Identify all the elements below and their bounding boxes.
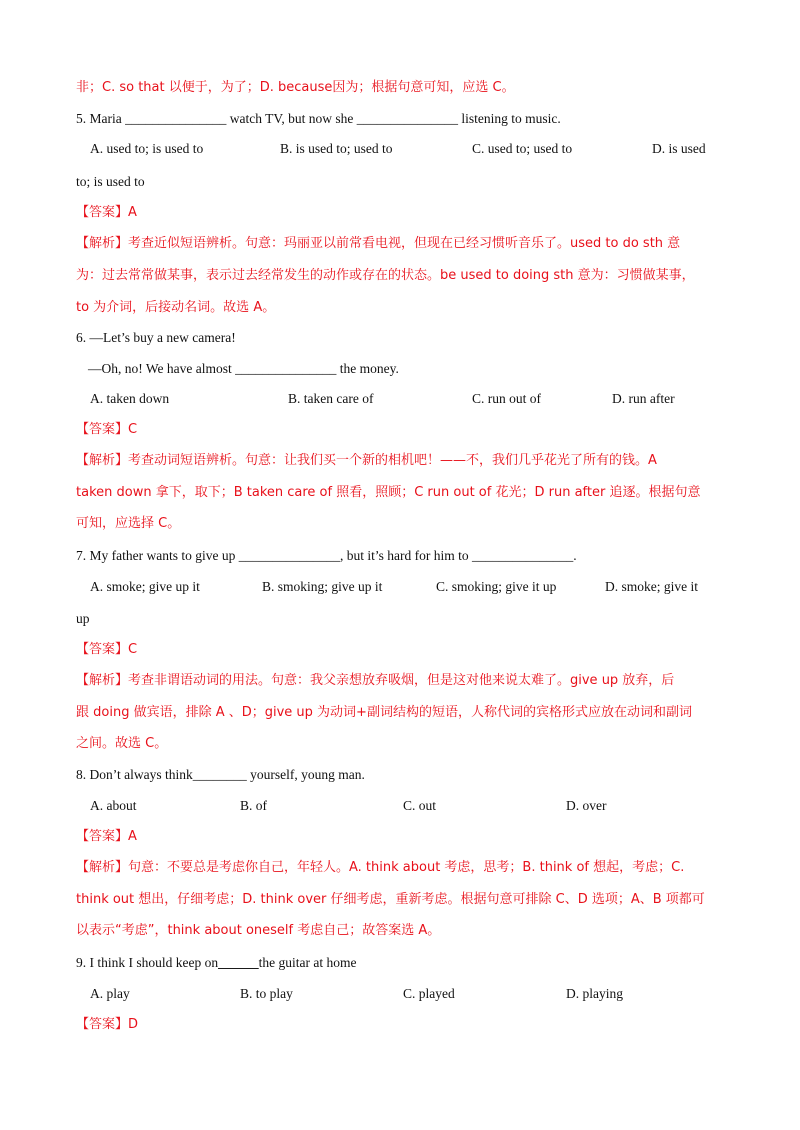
option-c: C. smoking; give it up: [436, 579, 557, 594]
question-7: 7. My father wants to give up _______________, but it’s hard for him to _______________.: [76, 548, 577, 563]
answer-label: 【答案】C: [76, 642, 138, 657]
option-d: D. run after: [612, 391, 675, 406]
option-c: C. run out of: [472, 391, 541, 406]
explanation-line: 【解析】考查动词短语辨析。句意：让我们买一个新的相机吧！——不，我们几乎花光了所有的钱。A: [76, 453, 657, 468]
explanation-line: 之间。故选 C。: [76, 736, 168, 751]
option-d-continued: up: [76, 611, 90, 626]
option-c: C. out: [403, 798, 437, 813]
answer-label: 【答案】A: [76, 829, 137, 844]
question-9: [76, 954, 356, 972]
explanation-line: 以表示“考虑”，think about oneself 考虑自己；故答案选 A。: [76, 923, 441, 938]
option-c: C. played: [403, 986, 455, 1001]
question-9-text: 9. I think I should keep on: [76, 955, 219, 970]
option-d: D. playing: [566, 986, 623, 1001]
answer-label: 【答案】A: [76, 205, 137, 220]
option-b: B. of: [240, 798, 267, 813]
answer-label: 【答案】D: [76, 1017, 139, 1032]
option-b: B. taken care of: [288, 391, 374, 406]
explanation-line: to 为介词，后接动名词。故选 A。: [76, 300, 276, 315]
answer-label: 【答案】C: [76, 422, 138, 437]
option-a: A. about: [90, 798, 137, 813]
question-6: 6. —Let’s buy a new camera!: [76, 330, 236, 345]
option-a: A. taken down: [90, 391, 170, 406]
option-b: B. is used to; used to: [280, 141, 393, 156]
option-b: B. to play: [240, 986, 293, 1001]
option-c: C. used to; used to: [472, 141, 573, 156]
option-a: A. smoke; give up it: [90, 579, 200, 594]
option-b: B. smoking; give up it: [262, 579, 383, 594]
question-9-text-end: the guitar at home: [258, 955, 357, 970]
option-d: D. is used: [652, 141, 706, 156]
explanation-line: taken down 拿下，取下；B taken care of 照看，照顾；C run out of 花光；D run after 追逐。根据句意: [76, 485, 701, 500]
question-5: 5. Maria _______________ watch TV, but now she _______________ listening to music.: [76, 111, 561, 126]
option-a: A. used to; is used to: [90, 141, 204, 156]
explanation-line: 跟 doing 做宾语，排除 A 、D；give up 为动词+副词结构的短语，人称代词的宾格形式应放在动词和副词: [76, 705, 692, 720]
option-a: A. play: [90, 986, 130, 1001]
option-d: D. smoke; give it: [605, 579, 698, 594]
question-6-line2: —Oh, no! We have almost _______________ the money.: [88, 361, 399, 376]
explanation-line: 可知，应选择 C。: [76, 516, 181, 531]
explanation-line: 【解析】考查非谓语动词的用法。句意：我父亲想放弃吸烟，但是这对他来说太难了。give up 放弃，后: [76, 673, 675, 688]
explanation-line: think out 想出，仔细考虑；D. think over 仔细考虑，重新考虑。根据句意可排除 C、D 选项；A、B 项都可: [76, 892, 705, 907]
explanation-line: 【解析】考查近似短语辨析。句意：玛丽亚以前常看电视，但现在已经习惯听音乐了。used to do sth 意: [76, 236, 681, 251]
option-d: D. over: [566, 798, 607, 813]
explanation-line: 为：过去常常做某事，表示过去经常发生的动作或存在的状态。be used to doing sth 意为：习惯做某事，: [76, 268, 695, 283]
explanation-line: 【解析】句意：不要总是考虑你自己，年轻人。A. think about 考虑，思考；B. think of 想起，考虑；C.: [76, 860, 685, 875]
option-d-continued: to; is used to: [76, 174, 145, 189]
answer-blank: ______: [218, 955, 259, 970]
explanation-line: 非；C. so that 以便于，为了；D. because因为；根据句意可知，应选 C。: [76, 80, 515, 95]
question-8: 8. Don’t always think________ yourself, young man.: [76, 767, 365, 782]
